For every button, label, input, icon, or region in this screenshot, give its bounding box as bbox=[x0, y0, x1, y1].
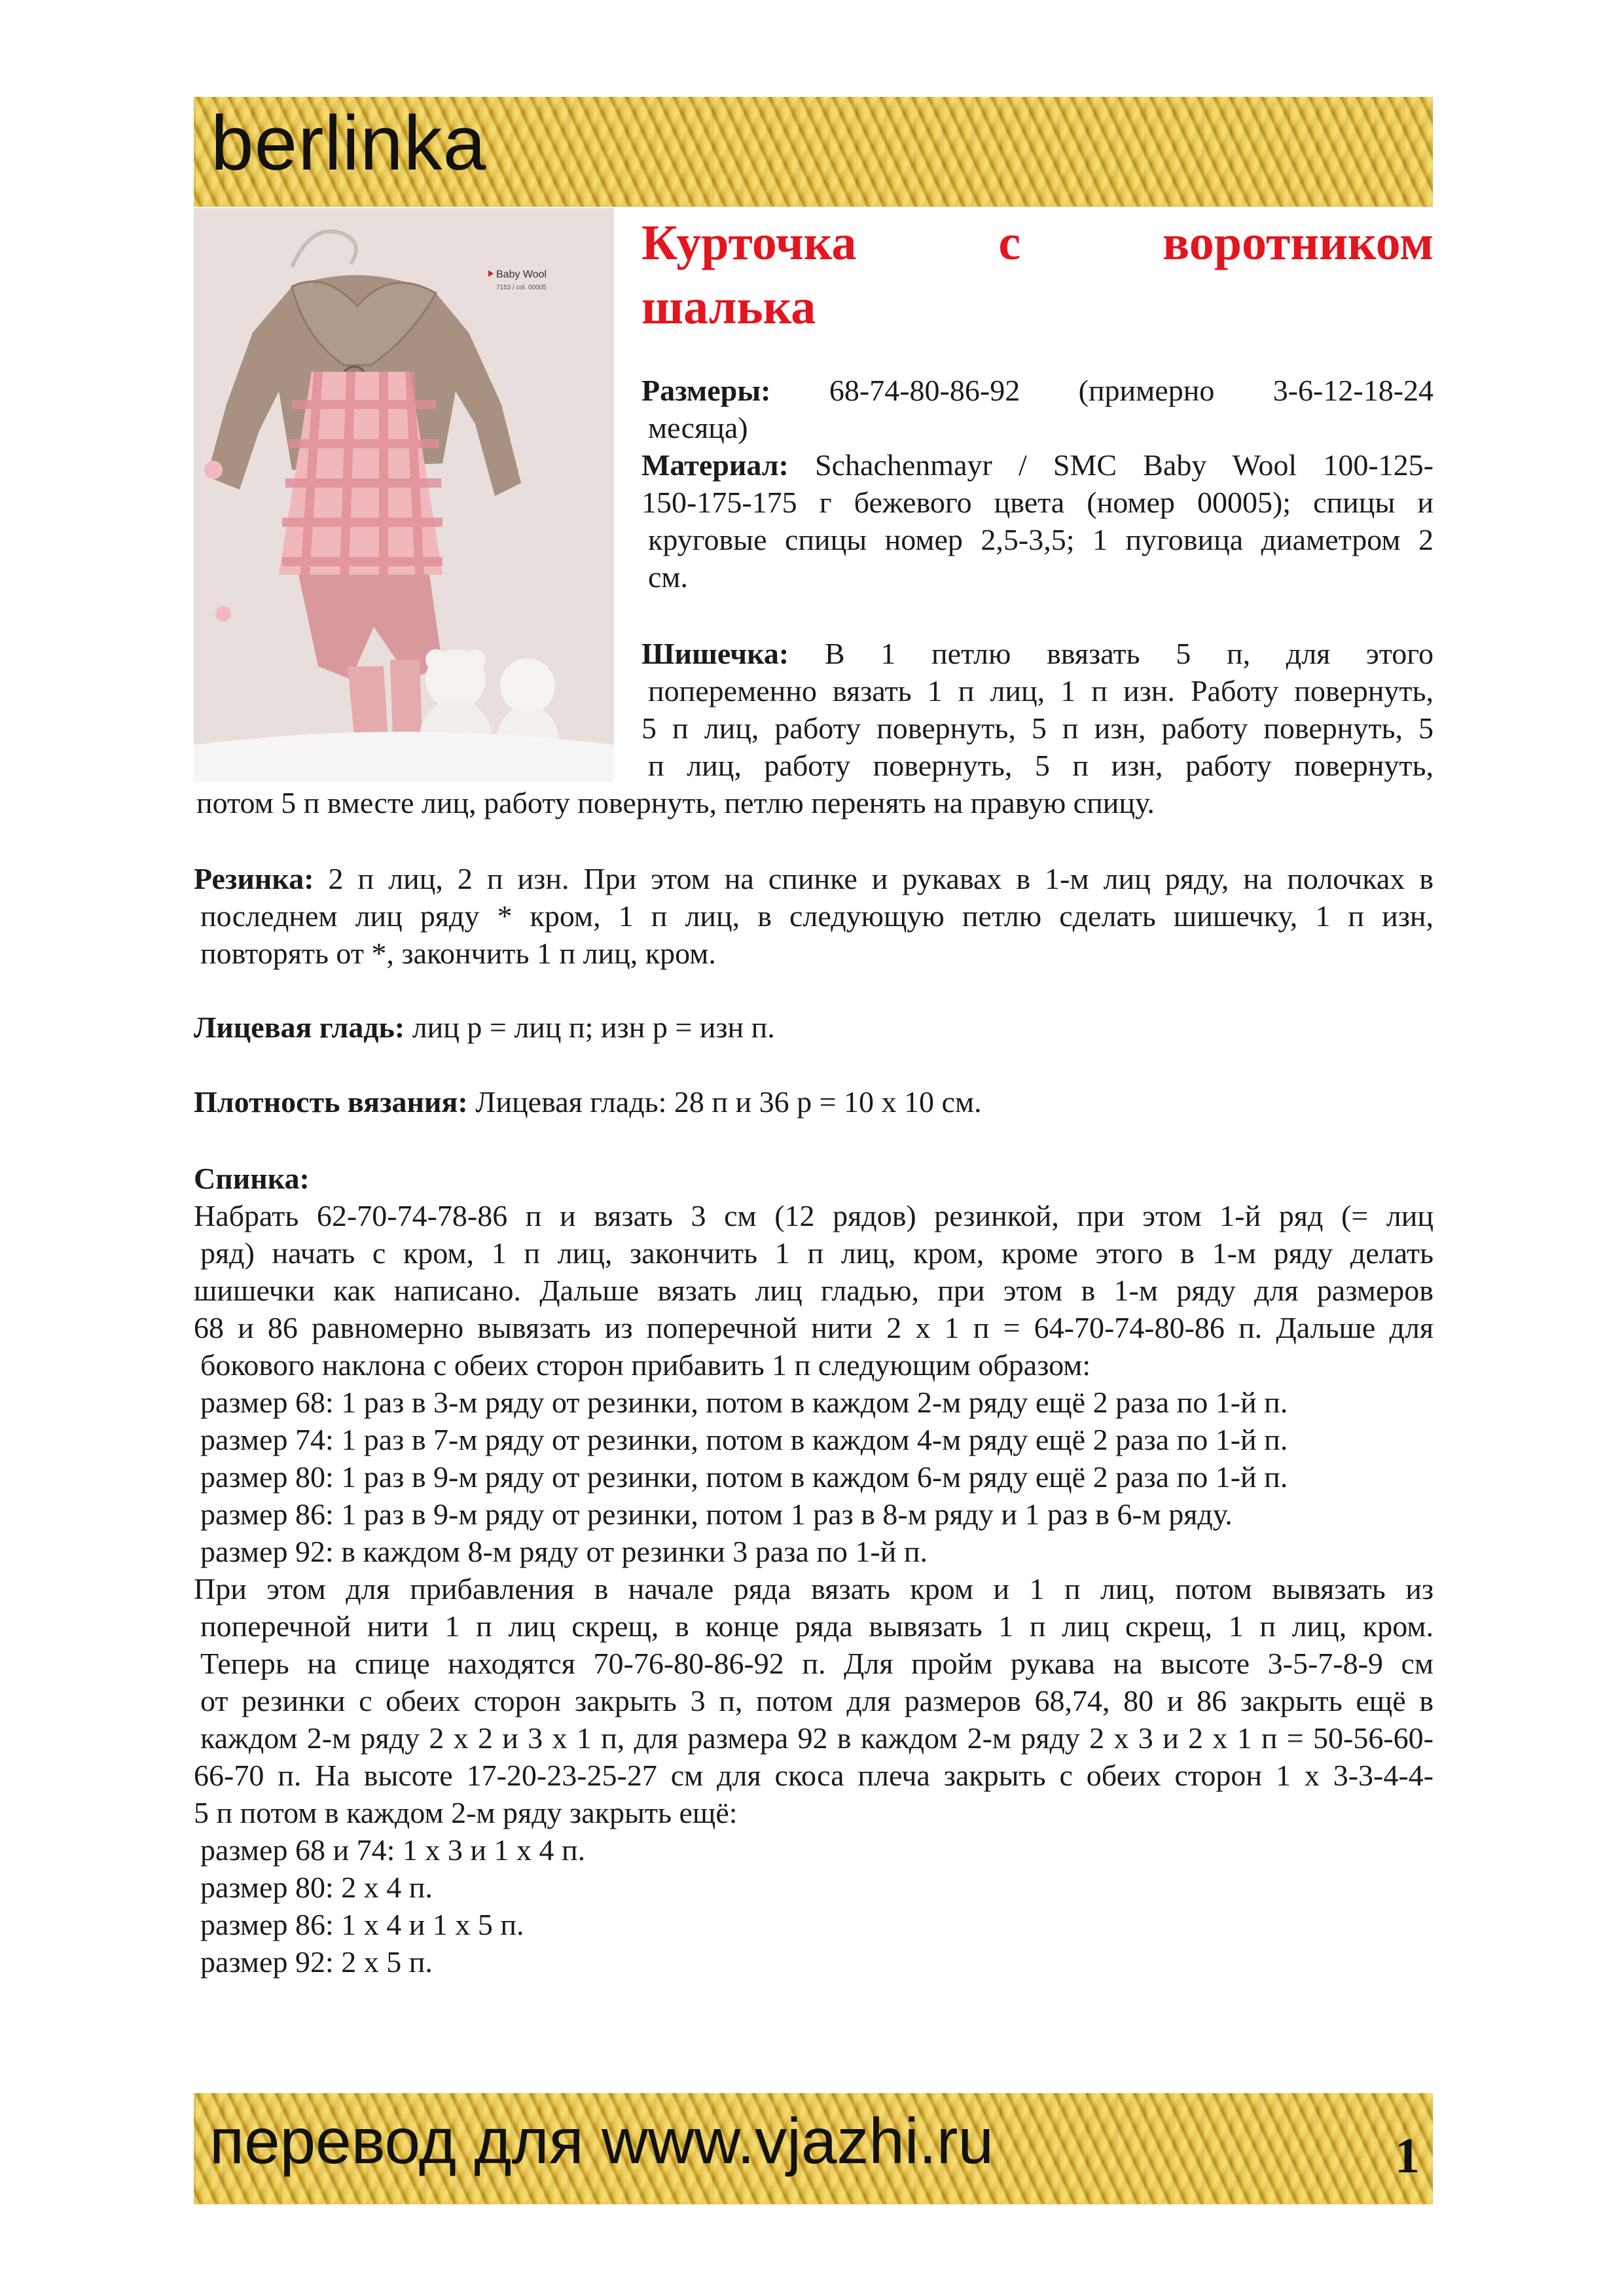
header-band bbox=[194, 97, 1433, 207]
back-line: размер 86: 1 x 4 и 1 x 5 п. bbox=[200, 1908, 524, 1941]
back-line: При этом для прибавления в начале ряда вязать кром и 1 п лиц, потом вывязать из bbox=[194, 1572, 1434, 1605]
bobble-continuation bbox=[196, 784, 1434, 821]
sizes-values: 68-74-80-86-92 bbox=[829, 374, 1020, 407]
bobble-section bbox=[641, 635, 1434, 784]
back-line: 66-70 п. На высоте 17-20-23-25-27 см для скоса плеча закрыть с обеих сторон 1 x 3-3-4-4- bbox=[194, 1759, 1434, 1792]
rib-line2: последнем лиц ряду * кром, 1 п лиц, в следующую петлю сделать шишечку, 1 п изн, bbox=[200, 899, 1434, 933]
back-line: Теперь на спице находятся 70-76-80-86-92 п. Для пройм рукава на высоте 3-5-7-8-9 см bbox=[200, 1647, 1434, 1680]
photo-label-code: 7153 / col. 00005 bbox=[496, 284, 547, 291]
title-word: с bbox=[998, 215, 1021, 270]
brand-logo: berlinka bbox=[211, 100, 487, 187]
back-line: Набрать 62-70-74-78-86 п и вязать 3 см (12 рядов) резинкой, при этом 1-й ряд (= лиц bbox=[194, 1199, 1434, 1232]
bobble-line4: п лиц, работу повернуть, 5 п изн, работу повернуть, bbox=[648, 749, 1434, 782]
material-line1: Schachenmayr / SMC Baby Wool 100-125- bbox=[815, 448, 1434, 482]
title-word: воротником bbox=[1163, 215, 1434, 270]
back-line: размер 74: 1 раз в 7-м ряду от резинки, потом в каждом 4-м ряду ещё 2 раза по 1-й п. bbox=[200, 1423, 1288, 1456]
back-line: размер 86: 1 раз в 9-м ряду от резинки, потом 1 раз в 8-м ряду и 1 раз в 6-м ряду. bbox=[200, 1498, 1233, 1531]
back-line: 68 и 86 равномерно вывязать из поперечной нити 2 x 1 п = 64-70-74-80-86 п. Дальше для bbox=[194, 1311, 1434, 1344]
back-line: размер 68 и 74: 1 x 3 и 1 x 4 п. bbox=[200, 1833, 586, 1867]
gauge-section bbox=[194, 1083, 1434, 1121]
bobble-line1: В 1 петлю ввязать 5 п, для этого bbox=[824, 637, 1434, 670]
bobble-line5: потом 5 п вместе лиц, работу повернуть, петлю перенять на правую спицу. bbox=[196, 786, 1155, 819]
bobble-line2: попеременно вязать 1 п лиц, 1 п изн. Работу повернуть, bbox=[648, 674, 1434, 708]
rib-line1: 2 п лиц, 2 п изн. При этом на спинке и рукавах в 1-м лиц ряду, на полочках в bbox=[328, 862, 1434, 895]
title-word: Курточка bbox=[641, 215, 857, 270]
footer-link-text: перевод для www.vjazhi.ru bbox=[209, 2105, 994, 2177]
back-line: размер 80: 1 раз в 9-м ряду от резинки, потом в каждом 6-м ряду ещё 2 раза по 1-й п. bbox=[200, 1460, 1288, 1494]
gauge-text: Лицевая гладь: 28 п и 36 р = 10 x 10 см. bbox=[475, 1085, 982, 1119]
stockinette-label: Лицевая гладь: bbox=[194, 1011, 405, 1044]
back-line: 5 п потом в каждом 2-м ряду закрыть ещё: bbox=[194, 1796, 738, 1829]
back-line: размер 92: 2 x 5 п. bbox=[200, 1945, 433, 1979]
back-line: ряд) начать с кром, 1 п лиц, закончить 1 п лиц, кром, кроме этого в 1-м ряду делать bbox=[200, 1236, 1434, 1270]
back-line: шишечки как написано. Дальше вязать лиц гладью, при этом в 1-м ряду для размеров bbox=[194, 1274, 1434, 1307]
page-number: 1 bbox=[1395, 2128, 1420, 2183]
rib-label: Резинка: bbox=[194, 862, 314, 895]
stockinette-section bbox=[194, 1009, 1434, 1046]
footer-band bbox=[194, 2093, 1433, 2204]
stockinette-text: лиц р = лиц п; изн р = изн п. bbox=[412, 1011, 775, 1044]
back-line: поперечной нити 1 п лиц скрещ, в конце ряда вывязать 1 п лиц скрещ, 1 п лиц, кром. bbox=[200, 1609, 1434, 1643]
back-label: Спинка: bbox=[194, 1162, 310, 1195]
rib-section bbox=[194, 860, 1434, 972]
material-label: Материал: bbox=[641, 448, 789, 482]
gauge-label: Плотность вязания: bbox=[194, 1085, 468, 1119]
back-line: размер 92: в каждом 8-м ряду от резинки 3 раза по 1-й п. bbox=[200, 1535, 928, 1568]
page-title bbox=[641, 211, 1434, 339]
sizes-note: (примерно 3-6-12-18-24 bbox=[1078, 374, 1434, 407]
back-section bbox=[194, 1160, 1434, 1981]
bobble-line3: 5 п лиц, работу повернуть, 5 п изн, работу повернуть, 5 bbox=[641, 711, 1434, 745]
sizes-material-section bbox=[641, 372, 1434, 596]
title-line2: шалька bbox=[641, 279, 816, 334]
sizes-line2: месяца) bbox=[648, 411, 748, 444]
back-line: размер 68: 1 раз в 3-м ряду от резинки, потом в каждом 2-м ряду ещё 2 раза по 1-й п. bbox=[200, 1386, 1288, 1419]
sizes-label: Размеры: bbox=[641, 374, 771, 407]
back-line: размер 80: 2 x 4 п. bbox=[200, 1871, 433, 1904]
material-line2: 150-175-175 г бежевого цвета (номер 00005); спицы и bbox=[641, 486, 1434, 519]
back-line: каждом 2-м ряду 2 x 2 и 3 x 1 п, для размера 92 в каждом 2-м ряду 2 x 3 и 2 x 1 п = 50-56-60- bbox=[200, 1721, 1434, 1755]
product-photo bbox=[194, 208, 614, 782]
bobble-label: Шишечка: bbox=[641, 637, 789, 670]
back-line: бокового наклона с обеих сторон прибавить 1 п следующим образом: bbox=[200, 1348, 1091, 1382]
material-line3: круговые спицы номер 2,5-3,5; 1 пуговица диаметром 2 bbox=[648, 523, 1434, 556]
back-line: от резинки с обеих сторон закрыть 3 п, потом для размеров 68,74, 80 и 86 закрыть ещё в bbox=[200, 1684, 1434, 1717]
material-line4: см. bbox=[648, 560, 689, 594]
rib-line3: повторять от *, закончить 1 п лиц, кром. bbox=[200, 937, 716, 970]
photo-label: Baby Wool bbox=[496, 269, 547, 280]
